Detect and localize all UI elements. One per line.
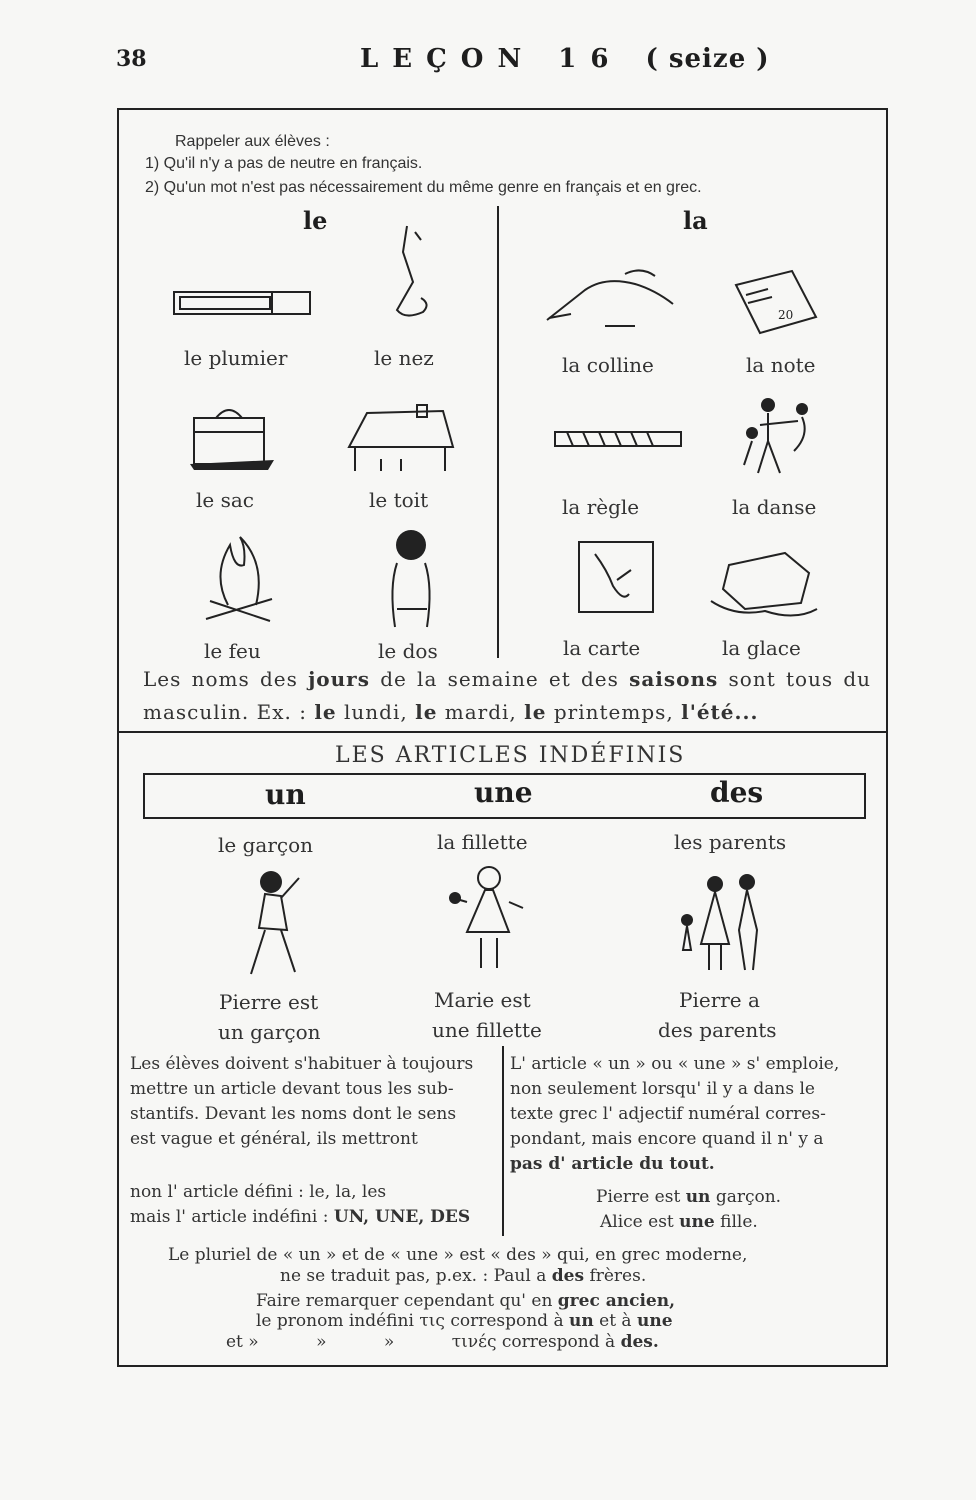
word-la-carte: la carte <box>563 636 641 660</box>
masculine-heading: le <box>303 206 328 235</box>
example-sentence-pierre-est: Pierre est <box>219 990 319 1014</box>
right-note-line: L' article « un » ou « une » s' emploie, <box>510 1054 840 1074</box>
pencil-case-icon <box>172 288 312 318</box>
roof-icon <box>345 403 457 473</box>
lesson-subtitle: ( seize ) <box>645 44 770 74</box>
left-note-indefini: mais l' article indéfini : UN, UNE, DES <box>130 1207 471 1227</box>
right-note-line: pondant, mais encore quand il n' y a <box>510 1129 824 1149</box>
plural-note-line-2: ne se traduit pas, p.ex. : Paul a des frères. <box>280 1266 647 1286</box>
plural-note-line-5: et » » » τινές correspond à des. <box>226 1332 659 1352</box>
right-note-example-2: Alice est une fille. <box>600 1212 758 1232</box>
gender-column-divider <box>497 206 499 658</box>
days-seasons-line-2: masculin. Ex. : le lundi, le mardi, le printemps, l'été... <box>143 700 759 724</box>
left-note-line: mettre un article devant tous les sub- <box>130 1079 454 1099</box>
indefinite-articles-heading: LES ARTICLES INDÉFINIS <box>335 743 686 768</box>
ruler-icon <box>553 428 683 450</box>
fire-icon <box>200 535 280 625</box>
word-le-feu: le feu <box>204 639 261 663</box>
plural-note-line-3: Faire remarquer cependant qu' en grec ancien, <box>256 1291 676 1311</box>
hill-icon <box>545 268 675 332</box>
girl-icon <box>447 862 527 974</box>
left-note-line: stantifs. Devant les noms dont le sens <box>130 1104 457 1124</box>
back-icon <box>383 527 439 631</box>
word-le-plumier: le plumier <box>184 346 288 370</box>
example-noun-garcon: le garçon <box>218 833 313 857</box>
example-noun-parents: les parents <box>674 830 787 854</box>
example-noun-fillette: la fillette <box>437 830 528 854</box>
section-divider <box>117 731 888 733</box>
article-une: une <box>474 776 533 809</box>
right-note-example-1: Pierre est un garçon. <box>596 1187 782 1207</box>
page-number: 38 <box>116 46 147 72</box>
right-note <box>510 1052 874 1235</box>
example-sentence-marie-est: Marie est <box>434 988 531 1012</box>
left-note-line: Les élèves doivent s'habituer à toujours <box>130 1054 474 1074</box>
left-note-defini: non l' article défini : le, la, les <box>130 1182 387 1202</box>
ice-icon <box>705 547 821 621</box>
boy-icon <box>243 868 313 978</box>
plural-note-line-1: Le pluriel de « un » et de « une » est « des » qui, en grec moderne, <box>168 1245 748 1265</box>
nose-icon <box>385 222 445 322</box>
right-note-line: texte grec l' adjectif numéral corres- <box>510 1104 826 1124</box>
word-la-glace: la glace <box>722 636 801 660</box>
teacher-note-intro: Rappeler aux élèves : <box>175 133 330 150</box>
word-le-toit: le toit <box>369 488 429 512</box>
word-le-sac: le sac <box>196 488 254 512</box>
article-des: des <box>710 776 764 809</box>
example-sentence-des-parents: des parents <box>658 1018 777 1042</box>
word-la-danse: la danse <box>732 495 817 519</box>
dance-icon <box>738 395 818 479</box>
article-un: un <box>265 778 306 811</box>
plural-note-line-4: le pronom indéfini τις correspond à un et à une <box>256 1311 673 1331</box>
word-la-note: la note <box>746 353 816 377</box>
days-seasons-line-1: Les noms des jours de la semaine et des saisons sont tous du <box>143 667 872 691</box>
svg-text:20: 20 <box>778 308 794 322</box>
left-note-line: est vague et général, ils mettront <box>130 1129 418 1149</box>
word-le-nez: le nez <box>374 346 434 370</box>
word-la-regle: la règle <box>562 495 640 519</box>
example-sentence-un-garcon: un garçon <box>218 1020 321 1044</box>
lesson-title <box>360 44 770 74</box>
map-icon <box>577 540 655 616</box>
word-la-colline: la colline <box>562 353 654 377</box>
right-note-bold-line: pas d' article du tout. <box>510 1154 715 1174</box>
notebook-icon <box>732 267 820 337</box>
family-icon <box>675 870 775 974</box>
example-sentence-pierre-a: Pierre a <box>679 988 760 1012</box>
left-note <box>130 1052 496 1230</box>
lesson-title-text: LEÇON 16 <box>360 44 623 74</box>
right-note-line: non seulement lorsqu' il y a dans le <box>510 1079 815 1099</box>
notes-column-divider <box>502 1046 504 1236</box>
school-bag-icon <box>188 400 278 472</box>
example-sentence-une-fillette: une fillette <box>432 1018 542 1042</box>
teacher-note-point-1: 1) Qu'il n'y a pas de neutre en français. <box>145 155 423 172</box>
teacher-note-point-2: 2) Qu'un mot n'est pas nécessairement du même genre en français et en grec. <box>145 179 702 196</box>
feminine-heading: la <box>683 206 708 235</box>
word-le-dos: le dos <box>378 639 438 663</box>
